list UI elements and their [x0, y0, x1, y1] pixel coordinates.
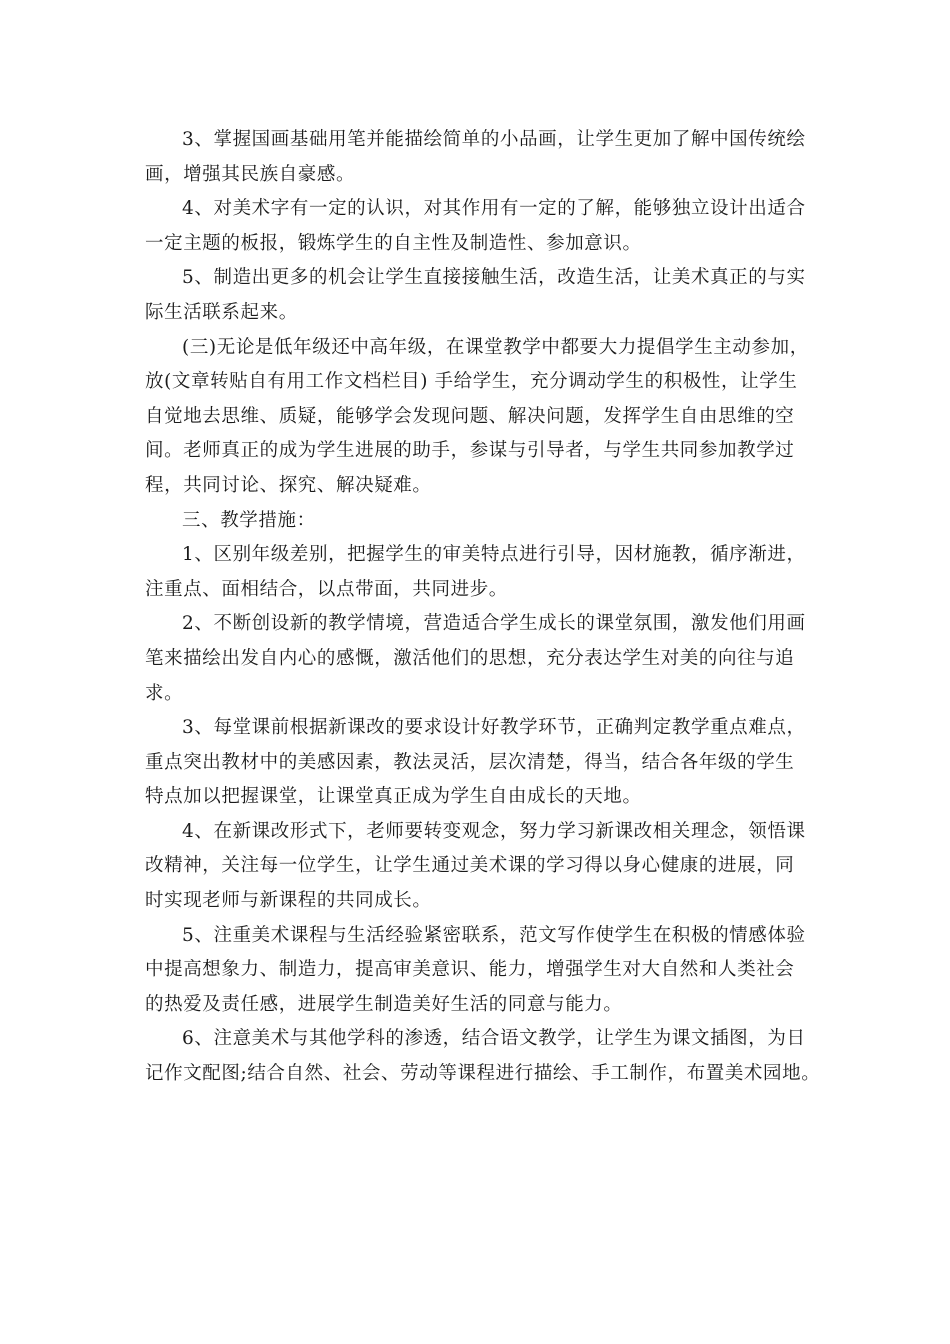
- paragraph: [145, 538, 825, 607]
- text-line: 注重点、面相结合，以点带面，共同进步。: [145, 578, 508, 600]
- paragraph: [145, 331, 825, 504]
- text-line: 3、掌握国画基础用笔并能描绘简单的小品画，让学生更加了解中国传统绘: [182, 129, 806, 150]
- text-line: 5、注重美术课程与生活经验紧密联系，范文写作使学生在积极的情感体验: [182, 924, 806, 946]
- paragraph: [145, 919, 825, 1023]
- text-line: 6、注意美术与其他学科的渗透，结合语文教学，让学生为课文插图，为日: [182, 1028, 806, 1050]
- text-line: 放(文章转贴自有用工作文档栏目) 手给学生，充分调动学生的积极性，让学生: [145, 371, 798, 393]
- paragraph: [145, 261, 825, 330]
- paragraph: [145, 123, 825, 192]
- text-line: 4、在新课改形式下，老师要转变观念，努力学习新课改相关理念，领悟课: [182, 820, 806, 842]
- text-line: 3、每堂课前根据新课改的要求设计好教学环节，正确判定教学重点难点，: [182, 717, 806, 739]
- paragraph: [145, 711, 825, 815]
- text-line: 4、对美术字有一定的认识，对其作用有一定的了解，能够独立设计出适合: [182, 198, 806, 220]
- text-line: 三、教学措施：: [182, 509, 316, 531]
- text-line: 中提高想象力、制造力，提高审美意识、能力，增强学生对大自然和人类社会: [145, 959, 795, 981]
- text-line: 特点加以把握课堂，让课堂真正成为学生自由成长的天地。: [145, 786, 642, 808]
- paragraph: [145, 192, 825, 261]
- paragraph: [145, 815, 825, 919]
- text-line: 笔来描绘出发自内心的感慨，激活他们的思想，充分表达学生对美的向往与追: [145, 647, 795, 669]
- text-line: 时实现老师与新课程的共同成长。: [145, 890, 432, 912]
- text-line: 求。: [145, 682, 184, 704]
- text-line: 画，增强其民族自豪感。: [145, 163, 356, 185]
- text-line: 一定主题的板报，锻炼学生的自主性及制造性、参加意识。: [145, 232, 642, 254]
- text-line: 记作文配图;结合自然、社会、劳动等课程进行描绘、手工制作，布置美术园地。: [145, 1063, 821, 1085]
- text-line: 2、不断创设新的教学情境，营造适合学生成长的课堂氛围，激发他们用画: [182, 613, 806, 635]
- section-heading: [145, 504, 825, 539]
- text-line: 自觉地去思维、质疑，能够学会发现问题、解决问题，发挥学生自由思维的空: [145, 405, 795, 427]
- document-body: [145, 123, 825, 1092]
- text-line: 程，共同讨论、探究、解决疑难。: [145, 474, 432, 496]
- text-line: 重点突出教材中的美感因素，教法灵活，层次清楚，得当，结合各年级的学生: [145, 751, 795, 773]
- paragraph: [145, 607, 825, 711]
- text-line: 改精神，关注每一位学生，让学生通过美术课的学习得以身心健康的进展，同: [145, 855, 795, 877]
- text-line: 间。老师真正的成为学生进展的助手，参谋与引导者，与学生共同参加教学过: [145, 440, 795, 462]
- paragraph: [145, 1022, 825, 1091]
- text-line: (三)无论是低年级还中高年级，在课堂教学中都要大力提倡学生主动参加，: [182, 336, 809, 358]
- text-line: 际生活联系起来。: [145, 301, 298, 323]
- text-line: 5、制造出更多的机会让学生直接接触生活，改造生活，让美术真正的与实: [182, 267, 806, 289]
- text-line: 的热爱及责任感，进展学生制造美好生活的同意与能力。: [145, 993, 623, 1015]
- text-line: 1、区别年级差别，把握学生的审美特点进行引导，因材施教，循序渐进，: [182, 544, 806, 566]
